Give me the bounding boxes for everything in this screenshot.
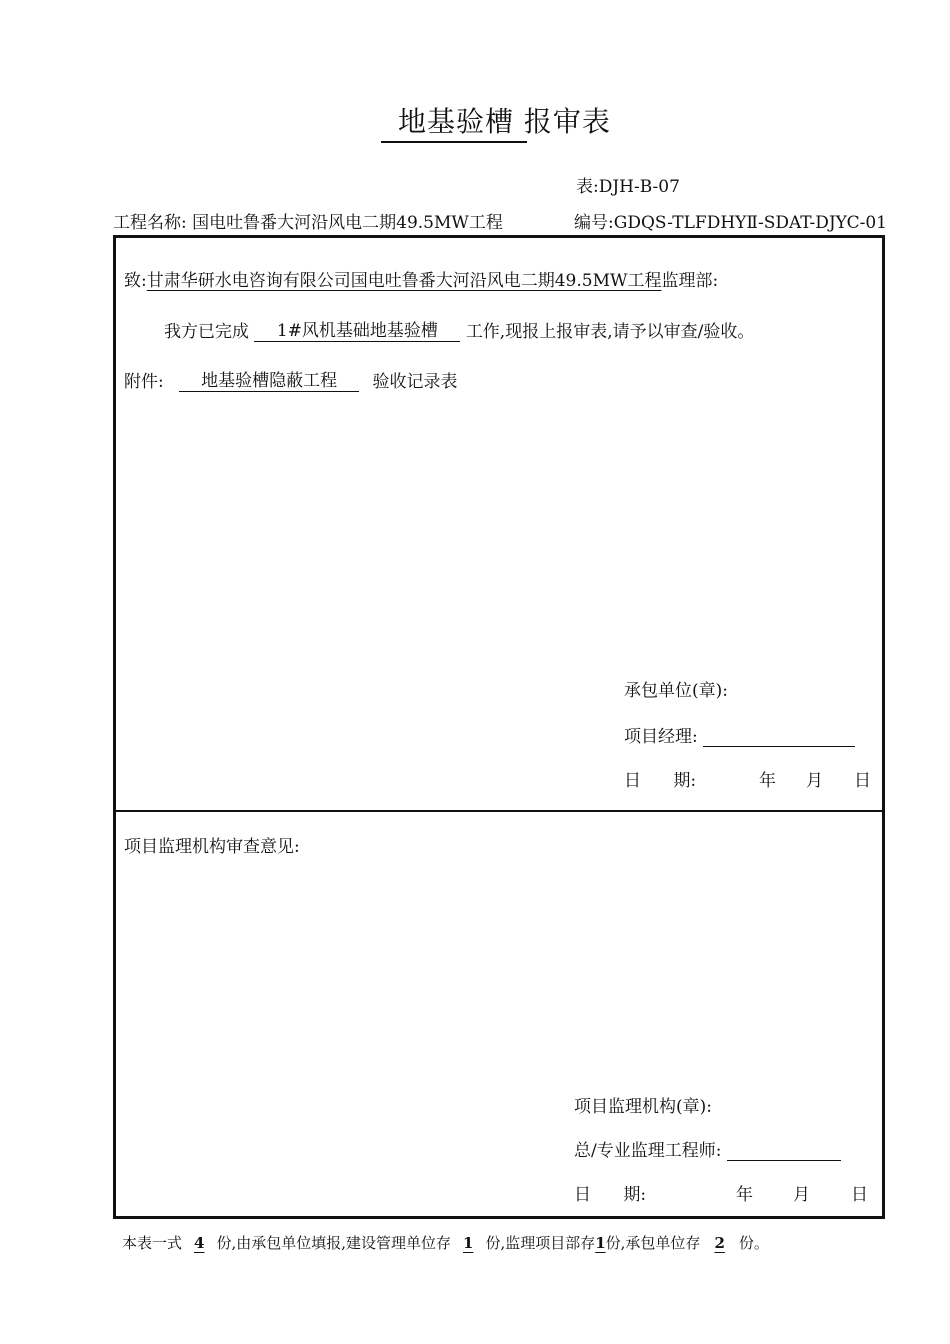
footer-n3: 1 (595, 1234, 606, 1252)
document-title (398, 100, 611, 140)
footer-t2: 份,由承包单位填报,建设管理单位存 (216, 1234, 451, 1252)
contractor-seal: 承包单位(章): (624, 681, 728, 701)
footer-n4: 2 (714, 1234, 725, 1252)
engineer-signature-field (727, 1140, 841, 1161)
copies-note (122, 1232, 769, 1253)
contractor-date-label: 日 期: (624, 771, 697, 791)
review-opinion-label: 项目监理机构审查意见: (124, 837, 300, 857)
pm-signature-field (703, 726, 855, 747)
work-item: 1#风机基础地基验槽 (276, 321, 438, 341)
footer-n2: 1 (463, 1234, 474, 1252)
review-date-day: 日 (851, 1185, 868, 1205)
body-prefix: 我方已完成 (164, 322, 249, 342)
attach-suffix: 验收记录表 (372, 372, 458, 392)
footer-t5: 份。 (738, 1234, 769, 1252)
contractor-date-day: 日 (854, 771, 871, 791)
review-date-month: 月 (793, 1185, 810, 1205)
to-org: 甘肃华研水电咨询有限公司国电吐鲁番大河沿风电二期49.5MW工程 (146, 271, 662, 291)
addressee-row (124, 266, 718, 291)
number-label: 编号: (574, 213, 614, 233)
pm-label: 项目经理: (624, 727, 698, 747)
work-item-field (254, 316, 460, 342)
attach-label: 附件: (124, 372, 164, 392)
pm-row (624, 722, 855, 747)
review-date-label: 日 期: (574, 1185, 647, 1205)
review-date-year: 年 (736, 1185, 753, 1205)
to-label: 致: (124, 271, 147, 291)
project-name: 国电吐鲁番大河沿风电二期49.5MW工程 (192, 213, 503, 233)
contractor-date-month: 月 (806, 771, 823, 791)
agency-seal: 项目监理机构(章): (574, 1097, 712, 1117)
footer-t1: 本表一式 (122, 1234, 183, 1252)
title-part2: 报审表 (523, 105, 611, 138)
footer-t4: 份,承包单位存 (605, 1234, 701, 1252)
footer-n1: 4 (194, 1234, 205, 1252)
contractor-date-year: 年 (759, 771, 776, 791)
attach-item-field (179, 366, 359, 392)
engineer-row (574, 1136, 841, 1161)
body-suffix: 工作,现报上报审表,请予以审查/验收。 (465, 322, 755, 342)
footer-t3: 份,监理项目部存 (485, 1234, 596, 1252)
form-table (113, 235, 885, 1219)
title-underline (381, 141, 527, 143)
completion-row (164, 316, 754, 342)
to-dept: 监理部: (661, 271, 719, 291)
attachment-row (124, 366, 458, 392)
title-part1: 地基验槽 (398, 105, 515, 138)
number-value: GDQS-TLFDHYⅡ-SDAT-DJYC-01 (613, 213, 887, 233)
form-code: 表:DJH-B-07 (576, 177, 680, 197)
project-name-row (113, 208, 503, 233)
attach-item: 地基验槽隐蔽工程 (201, 371, 338, 391)
section-divider (116, 810, 882, 812)
number-row (574, 208, 887, 233)
engineer-label: 总/专业监理工程师: (574, 1141, 722, 1161)
project-label: 工程名称: (113, 213, 187, 233)
